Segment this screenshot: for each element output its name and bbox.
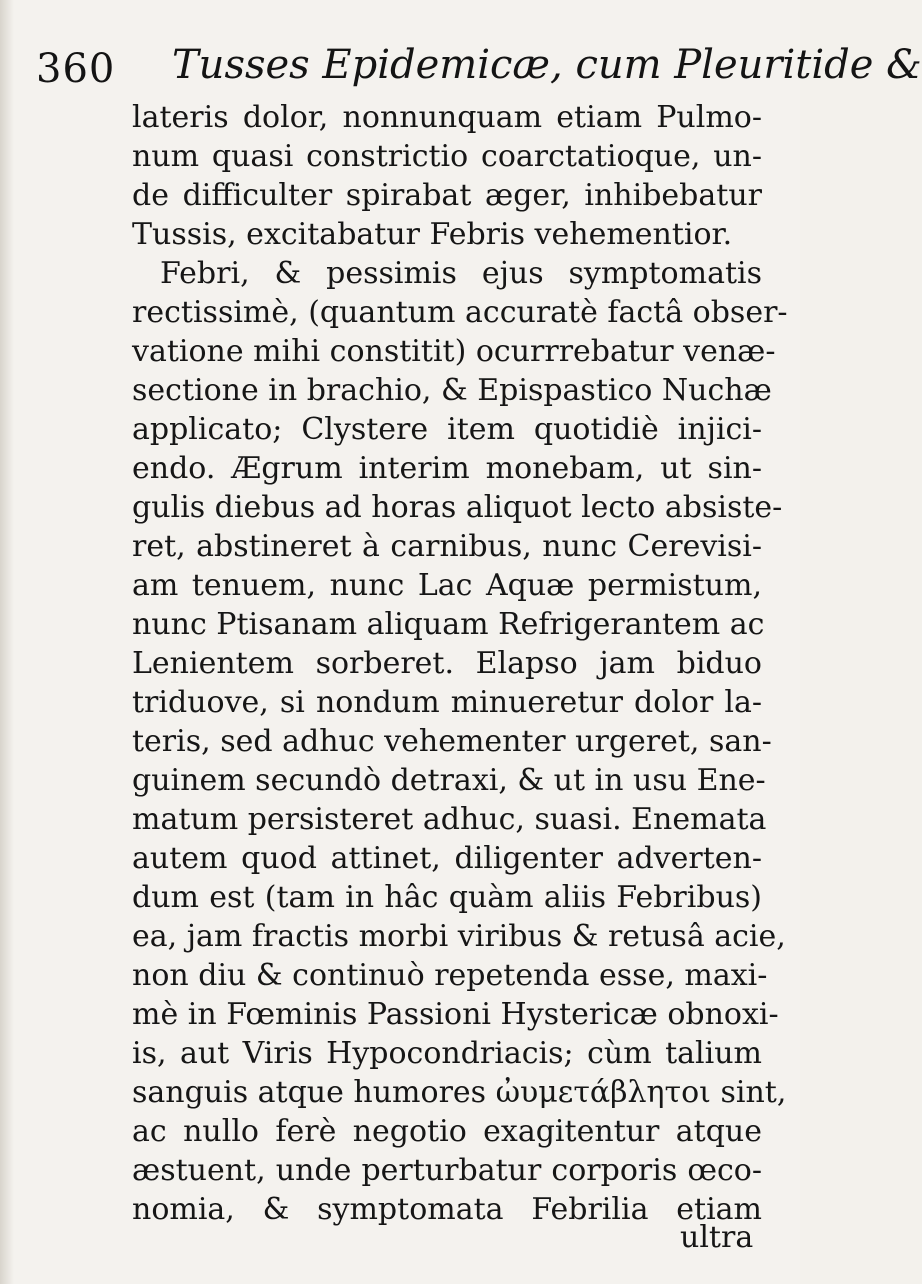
text-line: guinem secundò detraxi, & ut in usu Ene- — [132, 763, 766, 798]
text-line: Febri, & pessimis ejus symptomatis — [160, 256, 762, 291]
text-line: ret, abstineret à carnibus, nunc Cerevisi- — [132, 529, 762, 564]
text-line: nunc Ptisanam aliquam Refrigerantem ac — [132, 607, 765, 642]
text-line: nomia, & symptomata Febrilia etiam — [132, 1192, 762, 1227]
text-line: num quasi constrictio coarctatioque, un- — [132, 139, 762, 174]
text-line: dum est (tam in hâc quàm aliis Febribus) — [132, 880, 762, 915]
text-line: is, aut Viris Hypocondriacis; cùm talium — [132, 1036, 762, 1071]
text-line: endo. Ægrum interim monebam, ut sin- — [132, 451, 762, 486]
text-line: non diu & continuò repetenda esse, maxi- — [132, 958, 768, 993]
text-line: am tenuem, nunc Lac Aquæ permistum, — [132, 568, 762, 603]
page-number: 360 — [36, 46, 116, 92]
catchword: ultra — [680, 1220, 754, 1255]
text-line: Tussis, excitabatur Febris vehementior. — [132, 217, 733, 252]
text-line: lateris dolor, nonnunquam etiam Pulmo- — [132, 100, 762, 135]
text-line: autem quod attinet, diligenter adverten- — [132, 841, 762, 876]
text-line: sanguis atque humores ὠυμετάβλητοι sint, — [132, 1075, 787, 1110]
text-line: gulis diebus ad horas aliquot lecto absiste- — [132, 490, 783, 525]
page-header — [36, 40, 922, 96]
text-line: vatione mihi constitit) ocurrrebatur venæ- — [132, 334, 776, 369]
running-title: Tusses Epidemicæ, cum Pleuritide & — [172, 42, 922, 88]
text-line: triduove, si nondum minueretur dolor la- — [132, 685, 762, 720]
text-line: mè in Fœminis Passioni Hystericæ obnoxi- — [132, 997, 779, 1032]
text-line: ac nullo ferè negotio exagitentur atque — [132, 1114, 762, 1149]
text-line: applicato; Clystere item quotidiè injici- — [132, 412, 762, 447]
text-line: rectissimè, (quantum accuratè factâ obser- — [132, 295, 788, 330]
text-line: matum persisteret adhuc, suasi. Enemata — [132, 802, 767, 837]
text-line: sectione in brachio, & Epispastico Nuchæ — [132, 373, 772, 408]
text-line: de difficulter spirabat æger, inhibebatur — [132, 178, 762, 213]
text-line: Lenientem sorberet. Elapso jam biduo — [132, 646, 762, 681]
text-line: æstuent, unde perturbatur corporis œco- — [132, 1153, 762, 1188]
body-text — [132, 98, 788, 1229]
text-line: teris, sed adhuc vehementer urgeret, san- — [132, 724, 772, 759]
text-line: ea, jam fractis morbi viribus & retusâ acie, — [132, 919, 786, 954]
